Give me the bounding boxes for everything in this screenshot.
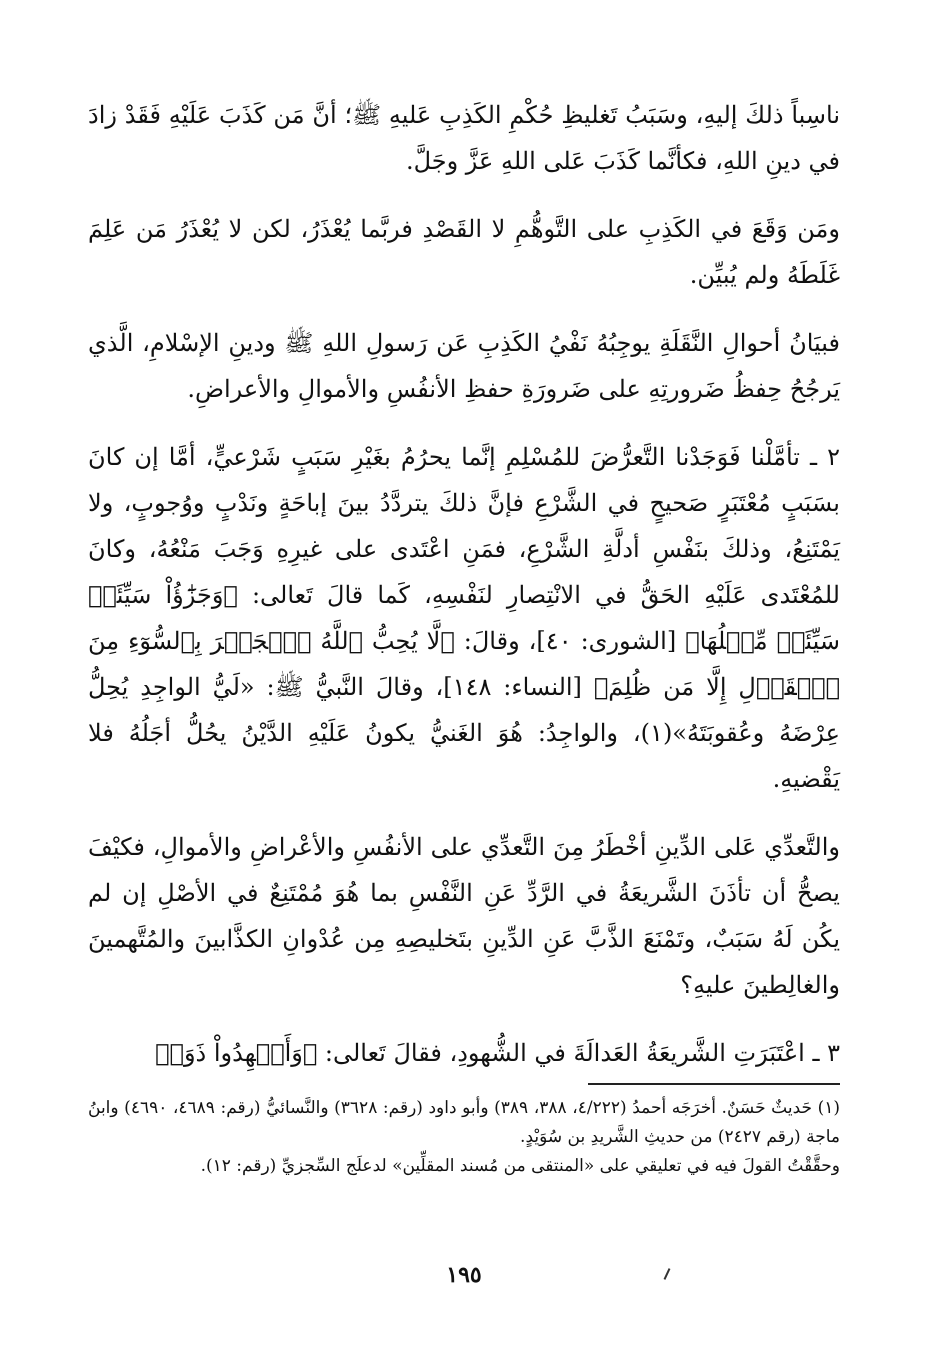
- page-number: ١٩٥: [446, 1262, 482, 1288]
- paragraph: ٣ ـ اعْتَبَرَتِ الشَّريعَةُ العَدالَةَ في الشُّهودِ، فقالَ تَعالى: ﴿وَأَشۡهِدُواْ ذَوَيۡ: [155, 1039, 840, 1067]
- body-text: [88, 92, 840, 1076]
- paragraph: ومَن وَقَعَ في الكَذِبِ على التَّوهُّمِ لا القَصْدِ فربَّما يُعْذَرُ، لكن لا يُعْذَرُ مَن عَلِمَ غَلَطَهُ ولم يُبيِّن.: [88, 215, 840, 289]
- footnote-divider: [588, 1083, 840, 1085]
- paragraph: فبيَانُ أحوالِ النَّقَلَةِ يوجِبُهُ نَفْيُ الكَذِبِ عَن رَسولِ اللهِ ﷺ ودينِ الإسْلامِ، الَّذي يَرجُحُ حِفظُ ضَرورتِهِ على ضَرورَةِ حفظِ الأنفُسِ والأموالِ والأعراضِ.: [88, 329, 840, 403]
- footnote: وحقَّقْتُ القولَ فيه في تعليقي على «المنتقى من مُسند المقلِّين» لدعلَج السِّجزيِّ (رقم: ١٢).: [200, 1156, 840, 1176]
- paragraph: والتَّعدِّي عَلى الدِّينِ أخْطَرُ مِنَ التَّعدِّي على الأنفُسِ والأعْراضِ والأموالِ، فكيْفَ يصحُّ أن تأذَنَ الشَّريعَةُ في الرَّدِّ عَنِ النَّفْسِ بما هُوَ مُمْتَنِعٌ في الأصْلِ إن لم يكُن لَهُ سَبَبٌ، وتَمْنَعَ الذَّبَّ عَنِ الدِّينِ بتَخليصِهِ مِن عُدْوانِ الكذَّابينَ والمُتَّهمينَ والغالِطينَ عليهِ؟: [88, 833, 840, 999]
- paragraph: ناسِباً ذلكَ إليهِ، وسَبَبُ تَغليظِ حُكْمِ الكَذِبِ عَليهِ ﷺ؛ أنَّ مَن كَذَبَ عَلَيْهِ فَقَدْ زادَ في دينِ اللهِ، فكأنَّما كَذَبَ عَلى اللهِ عَزَّ وجَلَّ.: [88, 101, 840, 175]
- paragraph: ٢ ـ تأمَّلْنا فَوَجَدْنا التَّعرُّضَ للمُسْلِمِ إنَّما يحرُمُ بغَيْرِ سَبَبٍ شَرْعيٍّ، أمَّا إن كانَ بسَبَبٍ مُعْتَبَرٍ صَحيحٍ في الشَّرْعِ فإنَّ ذلكَ يتردَّدُ بينَ إباحَةٍ ونَدْبٍ ووُجوبٍ، ولا يَمْتَنِعُ، وذلكَ بنَفْسِ أدلَّةِ الشَّرْعِ، فمَنِ اعْتَدى على غيرِهِ وَجَبَ مَنْعُهُ، وكانَ للمُعْتَدى عَلَيْهِ الحَقُّ في الانْتِصارِ لنَفْسِهِ، كَما قالَ تَعالى: ﴿وَجَزَٰٓؤُاْ سَيِّئَةٖ سَيِّئَةٞ مِّثۡلُهَا﴾ [الشورى: ٤٠]، وقالَ: ﴿لَّا يُحِبُّ ٱللَّهُ ٱلۡجَهۡرَ بِٱلسُّوٓءِ مِنَ ٱلۡقَوۡلِ إِلَّا مَن ظُلِمَ﴾ [النساء: ١٤٨]، وقالَ النَّبيُّ ﷺ: «لَيُّ الواجِدِ يُحِلُّ عِرْضَهُ وعُقوبَتَهُ»(١)، والواجِدُ: هُوَ الغَنيُّ يكونُ عَلَيْهِ الدَّيْنُ يحُلُّ أجَلُهُ فلا يَقْضيهِ.: [88, 443, 841, 793]
- footnotes: [88, 1094, 840, 1181]
- footnote: (١) حَديثٌ حَسَنٌ. أخرَجَه أحمدُ (٤/٢٢٢، ٣٨٨، ٣٨٩) وأبو داود (رقم: ٣٦٢٨) والنَّسائيُّ (رقم: ٤٦٨٩، ٤٦٩٠) وابنُ ماجة (رقم ٢٤٢٧) من حديثِ الشَّريدِ بن سُوَيْدٍ.: [88, 1098, 840, 1147]
- book-page: [88, 92, 840, 1342]
